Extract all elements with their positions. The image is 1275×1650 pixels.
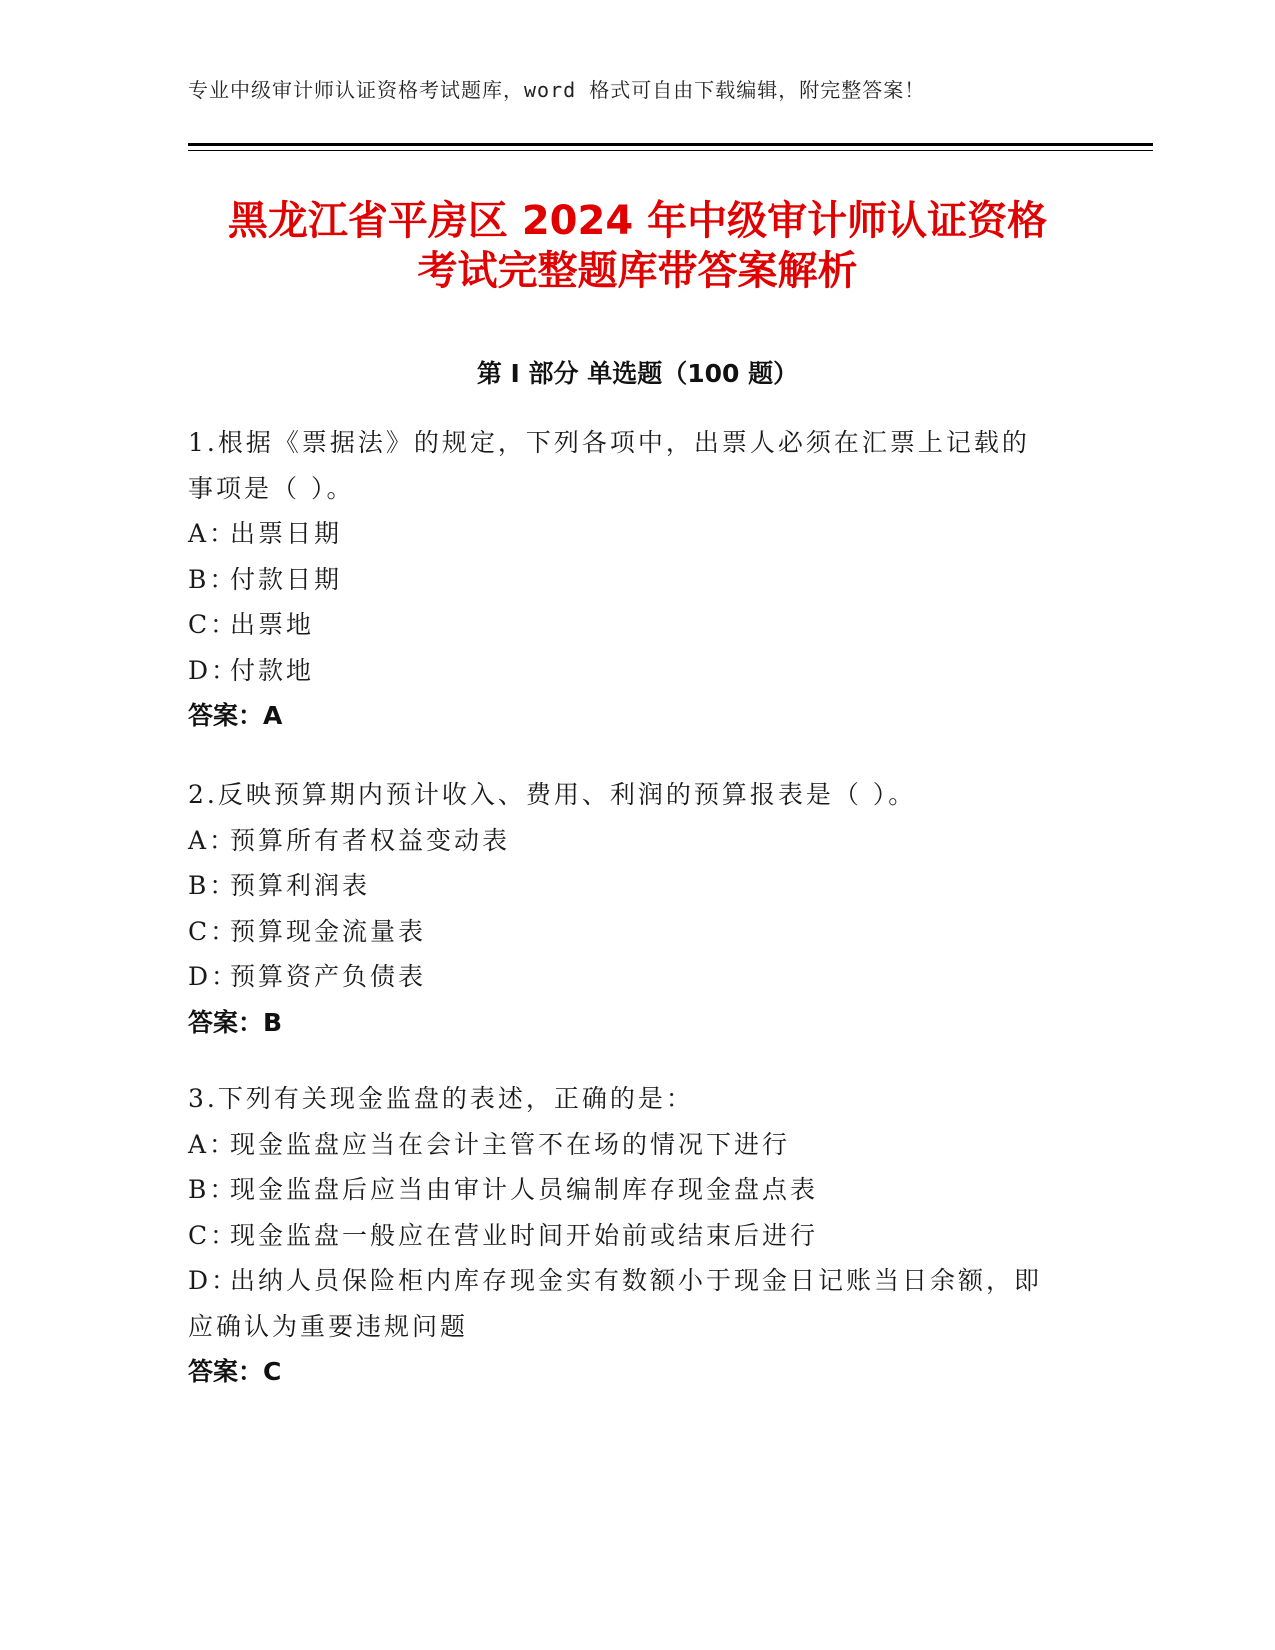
document-title (0, 196, 1275, 296)
section-heading: 第 I 部分 单选题（100 题） (476, 359, 799, 388)
question-stem-line: 2.反映预算期内预计收入、费用、利润的预算报表是（ ）。 (188, 780, 917, 809)
option-a (188, 818, 1088, 864)
option-d-continuation: 应确认为重要违规问题 (188, 1311, 469, 1341)
option-text: 付款日期 (230, 564, 343, 594)
option-label: C： (188, 1220, 239, 1250)
question-2 (188, 772, 1088, 1045)
option-label: D： (188, 655, 240, 685)
option-label: B： (188, 871, 238, 900)
option-label: D： (188, 962, 240, 991)
option-text: 出纳人员保险柜内库存现金实有数额小于现金日记账当日余额，即 (230, 1266, 1043, 1295)
answer: 答案：C (188, 1357, 282, 1386)
answer: 答案：B (188, 1007, 283, 1037)
option-c (188, 1213, 1088, 1259)
option-a (188, 511, 1088, 557)
option-text: 现金监盘后应当由审计人员编制库存现金盘点表 (230, 1175, 819, 1204)
option-text: 预算所有者权益变动表 (230, 825, 511, 855)
option-text: 预算资产负债表 (230, 962, 427, 991)
option-label: A： (188, 519, 238, 548)
question-stem-line: 事项是（ ）。 (188, 473, 355, 503)
option-label: D： (188, 1266, 240, 1295)
option-a (188, 1122, 1088, 1168)
option-text: 现金监盘一般应在营业时间开始前或结束后进行 (230, 1220, 819, 1250)
title-line-2: 考试完整题库带答案解析 (417, 248, 858, 294)
option-c (188, 602, 1088, 648)
option-text: 预算利润表 (230, 871, 371, 900)
question-3 (188, 1076, 1088, 1395)
option-b (188, 863, 1088, 909)
option-c (188, 909, 1088, 955)
option-d (188, 648, 1088, 694)
option-b (188, 557, 1088, 603)
option-label: B： (188, 1175, 238, 1204)
option-text: 付款地 (230, 655, 315, 685)
option-d (188, 1258, 1088, 1304)
option-d (188, 954, 1088, 1000)
option-label: C： (188, 916, 239, 946)
option-b (188, 1167, 1088, 1213)
option-text: 出票地 (230, 610, 315, 639)
option-label: A： (188, 825, 238, 855)
option-label: C： (188, 610, 239, 639)
title-line-1: 黑龙江省平房区 2024 年中级审计师认证资格 (227, 198, 1048, 244)
question-stem-line: 3.下列有关现金监盘的表述，正确的是： (188, 1084, 694, 1113)
header-rule-thin (188, 150, 1153, 151)
question-1 (188, 420, 1088, 739)
option-label: B： (188, 564, 238, 594)
option-text: 出票日期 (230, 519, 343, 548)
question-stem-line: 1.根据《票据法》的规定，下列各项中，出票人必须在汇票上记载的 (188, 428, 1030, 457)
header-note: 专业中级审计师认证资格考试题库，word 格式可自由下载编辑，附完整答案！ (188, 78, 926, 102)
option-text: 现金监盘应当在会计主管不在场的情况下进行 (230, 1129, 791, 1159)
option-text: 预算现金流量表 (230, 916, 427, 946)
option-label: A： (188, 1129, 238, 1159)
answer: 答案：A (188, 701, 283, 730)
header-rule-thick (188, 143, 1153, 146)
